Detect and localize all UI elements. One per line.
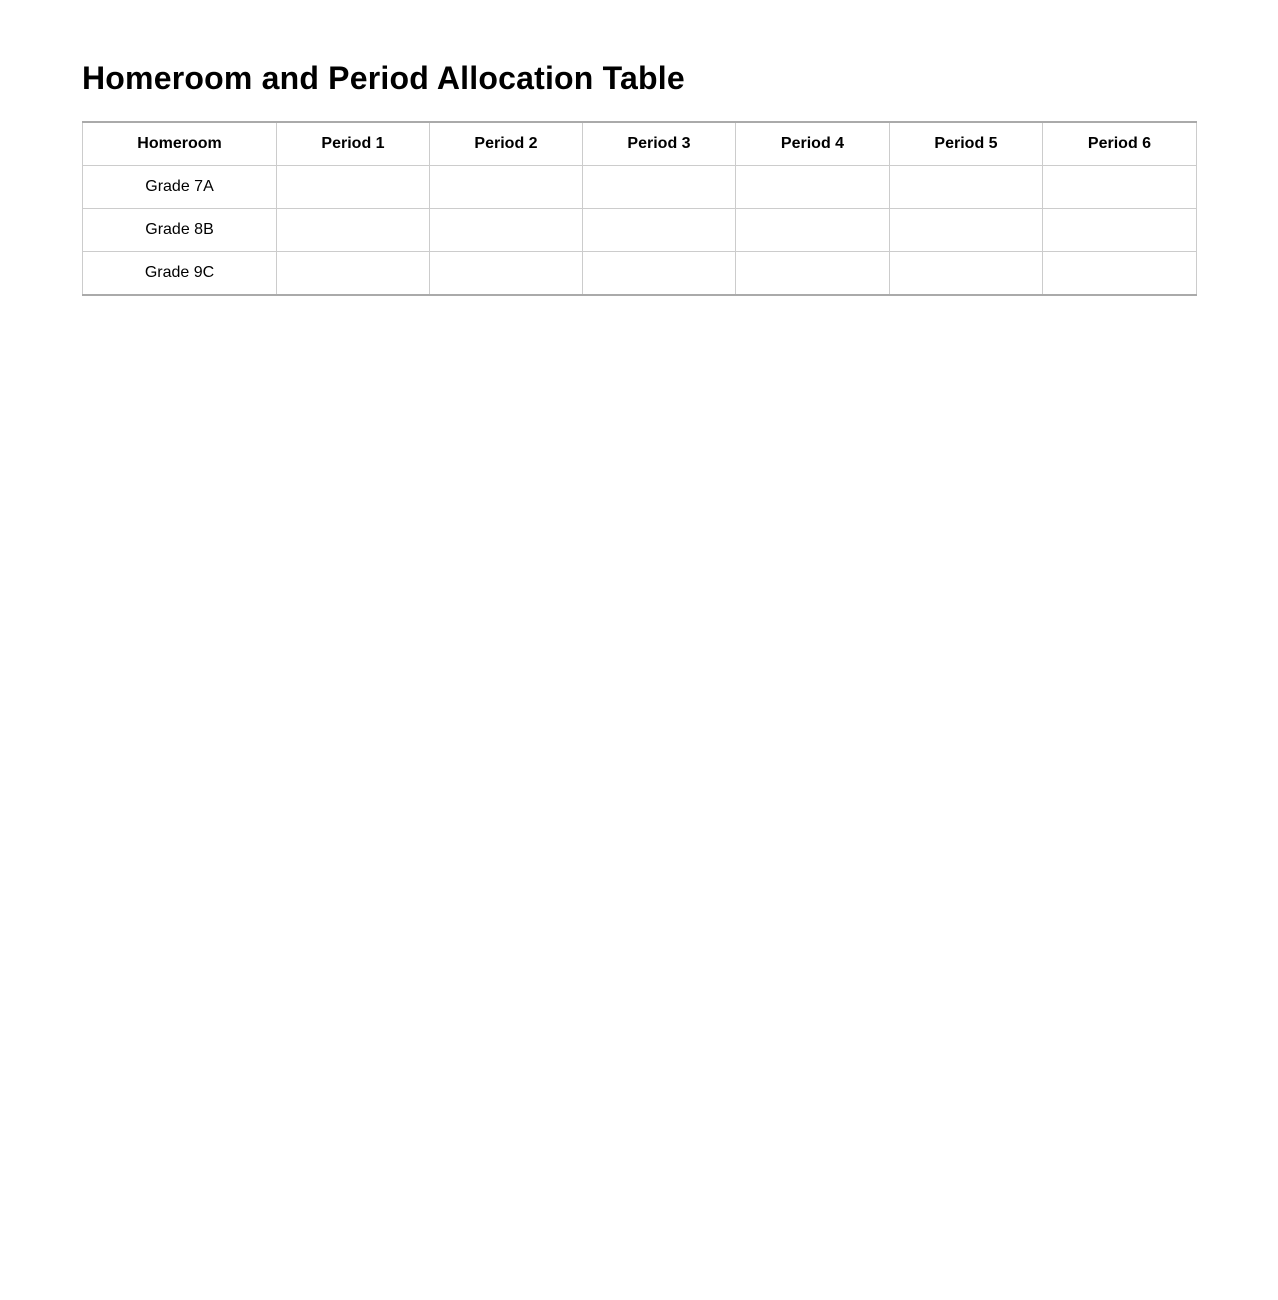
- period-cell: [736, 166, 890, 209]
- homeroom-cell: Grade 9C: [83, 252, 277, 296]
- header-period-2: Period 2: [430, 122, 583, 166]
- header-homeroom: Homeroom: [83, 122, 277, 166]
- header-row: [83, 122, 1197, 166]
- period-cell: [277, 209, 430, 252]
- period-cell: [277, 166, 430, 209]
- period-cell: [736, 209, 890, 252]
- header-period-6: Period 6: [1043, 122, 1197, 166]
- homeroom-cell: Grade 7A: [83, 166, 277, 209]
- header-period-4: Period 4: [736, 122, 890, 166]
- period-cell: [430, 252, 583, 296]
- homeroom-cell: Grade 8B: [83, 209, 277, 252]
- period-cell: [1043, 252, 1197, 296]
- period-cell: [736, 252, 890, 296]
- header-period-3: Period 3: [583, 122, 736, 166]
- period-cell: [890, 209, 1043, 252]
- period-cell: [890, 252, 1043, 296]
- period-cell: [1043, 166, 1197, 209]
- period-cell: [583, 209, 736, 252]
- table-row: [83, 252, 1197, 296]
- table-row: [83, 166, 1197, 209]
- period-cell: [583, 252, 736, 296]
- header-period-5: Period 5: [890, 122, 1043, 166]
- page-content: [82, 58, 1196, 296]
- header-period-1: Period 1: [277, 122, 430, 166]
- allocation-table: [82, 121, 1197, 296]
- table-row: [83, 209, 1197, 252]
- period-cell: [277, 252, 430, 296]
- page-title: Homeroom and Period Allocation Table: [82, 60, 685, 96]
- period-cell: [1043, 209, 1197, 252]
- period-cell: [430, 209, 583, 252]
- period-cell: [890, 166, 1043, 209]
- period-cell: [430, 166, 583, 209]
- period-cell: [583, 166, 736, 209]
